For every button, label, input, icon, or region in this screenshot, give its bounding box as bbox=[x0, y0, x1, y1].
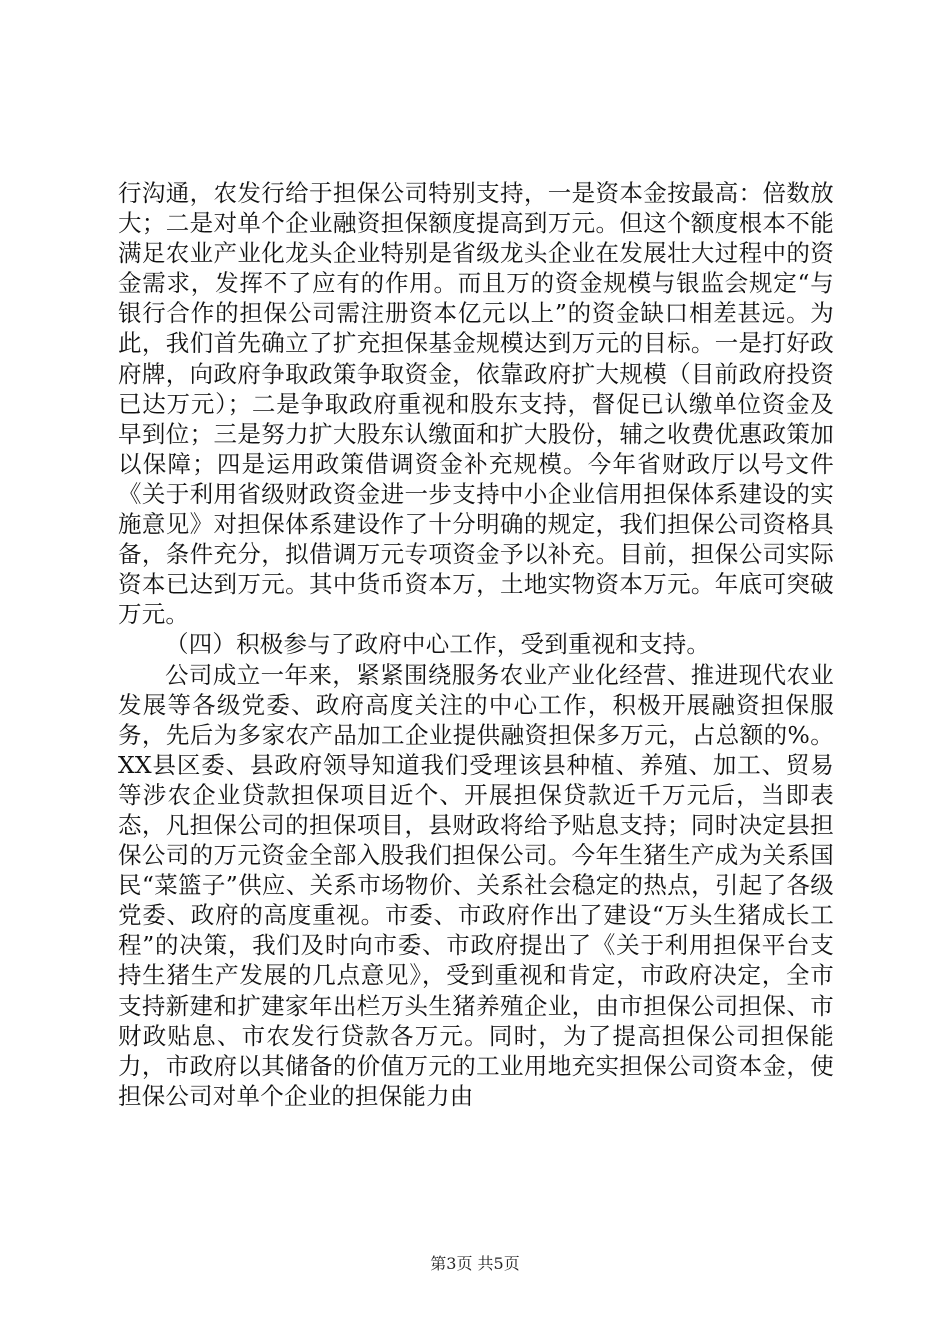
document-body bbox=[118, 178, 834, 1111]
section-heading-four: （四）积极参与了政府中心工作，受到重视和支持。 bbox=[165, 630, 711, 659]
page-number-footer: 第3页 共5页 bbox=[430, 1254, 520, 1273]
paragraph-capital-expansion: 行沟通，农发行给于担保公司特别支持，一是资本金按最高：倍数放大；二是对单个企业融资担保额度提高到万元。但这个额度根本不能满足农业产业化龙头企业特别是省级龙头企业在发展壮大过程中的资金需求，发挥不了应有的作用。而且万的资金规模与银监会规定“与银行合作的担保公司需注册资本亿元以上”的资金缺口相差甚远。为此，我们首先确立了扩充担保基金规模达到万元的目标。一是打好政府牌，向政府争取政策争取资金，依靠政府扩大规模（目前政府投资已达万元）；二是争取政府重视和股东支持，督促已认缴单位资金及早到位；三是努力扩大股东认缴面和扩大股份，辅之收费优惠政策加以保障；四是运用政策借调资金补充规模。今年省财政厅以号文件《关于利用省级财政资金进一步支持中小企业信用担保体系建设的实施意见》对担保体系建设作了十分明确的规定，我们担保公司资格具备，条件充分，拟借调万元专项资金予以补充。目前，担保公司实际资本已达到万元。其中货币资本万，土地实物资本万元。年底可突破万元。 bbox=[118, 179, 834, 629]
paragraph-government-work: 公司成立一年来，紧紧围绕服务农业产业化经营、推进现代农业发展等各级党委、政府高度关注的中心工作，积极开展融资担保服务，先后为多家农产品加工企业提供融资担保多万元，占总额的%。XX县区委、县政府领导知道我们受理该县种植、养殖、加工、贸易等涉农企业贷款担保项目近个、开展担保贷款近千万元后，当即表态，凡担保公司的担保项目，县财政将给予贴息支持；同时决定县担保公司的万元资金全部入股我们担保公司。今年生猪生产成为关系国民“菜篮子”供应、关系市场物价、关系社会稳定的热点，引起了各级党委、政府的高度重视。市委、市政府作出了建设“万头生猪成长工程”的决策，我们及时向市委、市政府提出了《关于利用担保平台支持生猪生产发展的几点意见》，受到重视和肯定，市政府决定，全市支持新建和扩建家年出栏万头生猪养殖企业，由市担保公司担保、市财政贴息、市农发行贷款各万元。同时，为了提高担保公司担保能力，市政府以其储备的价值万元的工业用地充实担保公司资本金，使担保公司对单个企业的担保能力由 bbox=[118, 660, 834, 1110]
